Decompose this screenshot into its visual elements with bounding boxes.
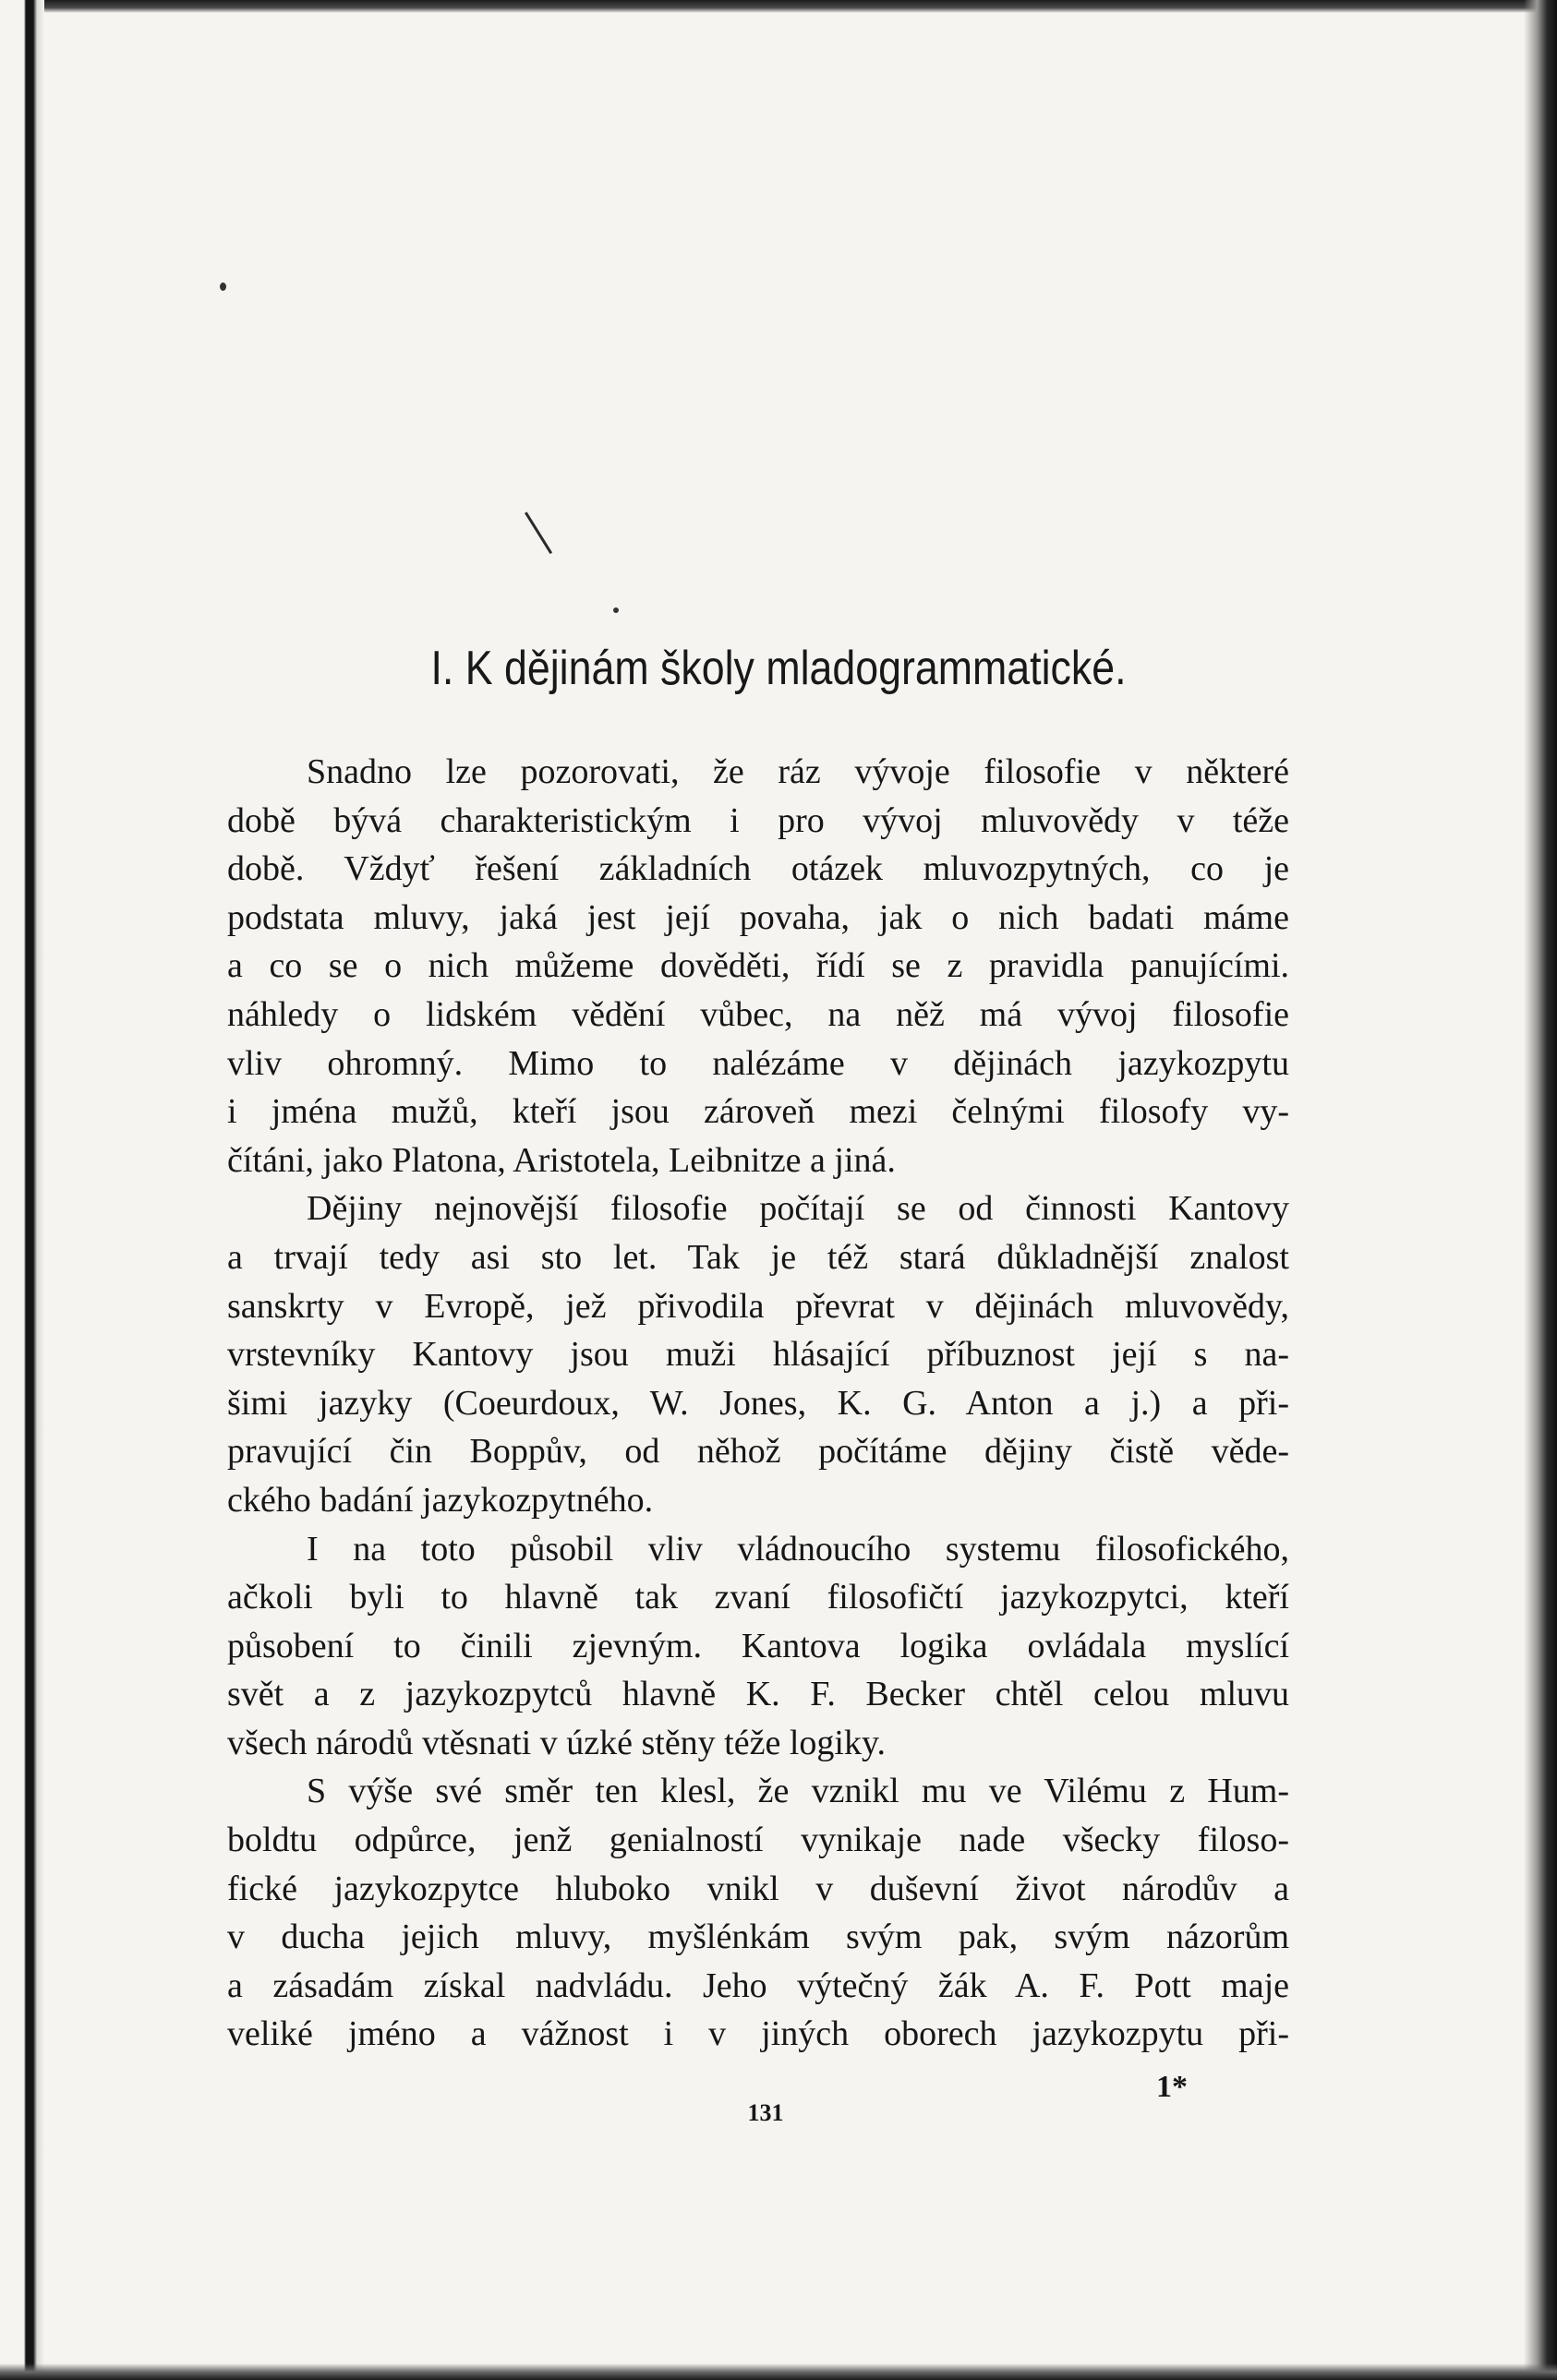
text-line: ačkoli byli to hlavně tak zvaní filosofičtí jazykozpytci, kteří	[227, 1578, 1289, 1617]
text-line: svět a z jazykozpytců hlavně K. F. Becker chtěl celou mluvu	[227, 1675, 1289, 1714]
text-line: působení to činili zjevným. Kantova logika ovládala myslící	[227, 1626, 1289, 1665]
body-text	[227, 748, 1289, 2059]
text-line: a trvají tedy asi sto let. Tak je též stará důkladnější znalost	[227, 1237, 1289, 1277]
text-line: sanskrty v Evropě, jež přivodila převrat v dějinách mluvovědy,	[227, 1286, 1289, 1326]
page-edge-top	[0, 0, 1557, 13]
text-line: vrstevníky Kantovy jsou muži hlásající příbuznost její s na-	[227, 1335, 1289, 1375]
ink-speck	[613, 607, 619, 613]
text-line: a zásadám získal nadvládu. Jeho výtečný žák A. F. Pott maje	[227, 1965, 1289, 2005]
text-line: S výše své směr ten klesl, že vznikl mu ve Vilému z Hum-	[307, 1772, 1289, 1811]
text-line: vliv ohromný. Mimo to nalézáme v dějinách jazykozpytu	[227, 1043, 1289, 1083]
text-line: v ducha jejich mluvy, myšlénkám svým pak, svým názorům	[227, 1917, 1289, 1957]
text-line: všech národů vtěsnati v úzké stěny téže logiky.	[227, 1723, 886, 1762]
ink-speck	[220, 282, 226, 291]
text-line: době bývá charakteristickým i pro vývoj mluvovědy v téže	[227, 800, 1289, 840]
text-line: čítáni, jako Platona, Aristotela, Leibnitze a jiná.	[227, 1140, 896, 1180]
text-line: fické jazykozpytce hluboko vnikl v duševní život národův a	[227, 1869, 1289, 1908]
text-line: veliké jméno a vážnost i v jiných oborech jazykozpytu při-	[227, 2014, 1289, 2054]
text-line: boldtu odpůrce, jenž genialností vynikaje nade všecky filoso-	[227, 1821, 1289, 1860]
text-line: i jména mužů, kteří jsou zároveň mezi čelnými filosofy vy-	[227, 1092, 1289, 1132]
pencil-stroke-mark	[525, 511, 552, 554]
page-number: 131	[747, 2099, 784, 2126]
text-line: a co se o nich můžeme dověděti, řídí se z pravidla panujícími.	[227, 946, 1289, 986]
text-line: Snadno lze pozorovati, že ráz vývoje filosofie v některé	[307, 752, 1289, 791]
text-line: náhledy o lidském vědění vůbec, na něž má vývoj filosofie	[227, 994, 1289, 1034]
text-line: době. Vždyť řešení základních otázek mluvozpytných, co je	[227, 849, 1289, 889]
page-edge-right	[1524, 0, 1557, 2380]
text-line: ckého badání jazykozpytného.	[227, 1480, 654, 1520]
text-line: I na toto působil vliv vládnoucího systemu filosofického,	[307, 1529, 1289, 1569]
text-line: Dějiny nejnovější filosofie počítají se od činnosti Kantovy	[307, 1189, 1289, 1229]
text-line: podstata mluvy, jaká jest její povaha, jak o nich badati máme	[227, 897, 1289, 937]
text-line: šimi jazyky (Coeurdoux, W. Jones, K. G. Anton a j.) a při-	[227, 1383, 1289, 1423]
chapter-title: I. K dějinám školy mladogrammatické.	[430, 642, 1127, 695]
text-line: pravující čin Boppův, od něhož počítáme dějiny čistě věde-	[227, 1432, 1289, 1472]
signature-mark: 1*	[1156, 2070, 1188, 2104]
page-edge-left	[0, 0, 44, 2380]
page-edge-bottom	[0, 2363, 1557, 2380]
